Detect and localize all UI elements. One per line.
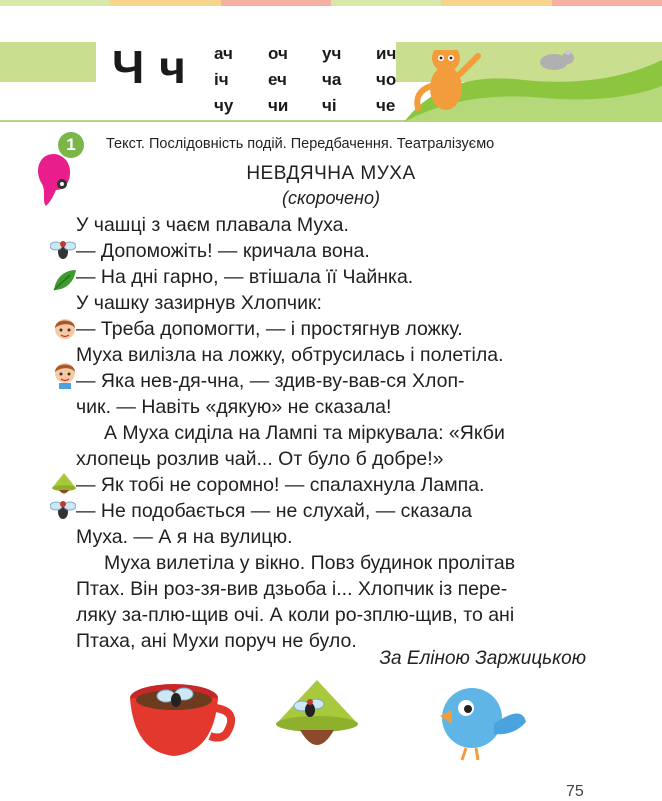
story-line: У чашці з чаєм плавала Муха. [76,214,349,236]
page-number: 75 [566,783,584,800]
story-line: хлопець розлив чай... От було б добре!» [76,448,444,470]
tea-cup-with-fly-illustration [124,676,240,762]
story-line: — На дні гарно, — втішала її Чайнка. [76,266,414,288]
syllable: чи [268,96,289,115]
lamp-with-fly-illustration [272,676,362,762]
story-line: — Як тобі не соромно! — спалахнула Лампа. [76,474,485,496]
tea-leaf-icon [50,266,78,294]
fly-icon [50,498,76,522]
story-line: Муха вилізла на ложку, обтрусилась і полетіла. [76,344,504,366]
syllable: іч [214,70,229,89]
story-line: Муха вилетіла у вікно. Повз будинок пролітав [104,552,516,574]
syllable: еч [268,70,287,89]
story-line: А Муха сиділа на Лампі та міркувала: «Якби [104,422,505,444]
syllable: оч [268,44,288,63]
cat-on-hill-illustration [404,50,662,122]
story-line: — Не подобається — не слухай, — сказала [76,500,472,522]
boy-icon [52,316,78,344]
top-color-stripe [0,0,662,6]
syllable: чо [376,70,397,89]
syllable: ич [376,44,397,63]
story-line: У чашку зазирнув Хлопчик: [76,292,322,314]
syllable: ча [322,70,342,89]
syllable: че [376,96,396,115]
story-author: За Еліною Заржицькою [379,648,586,669]
header-letters: Ч ч [112,41,187,93]
story-line: — Яка нев-дя-чна, — здив-ву-вав-ся Хлоп- [76,370,465,392]
syllable-grid [214,42,430,118]
syllable: чу [214,96,234,115]
boy-icon [52,360,78,390]
story-line: ляку за-плю-щив очі. А коли ро-зплю-щив, то ані [76,604,515,626]
syllable: уч [322,44,342,63]
story-line: — Треба допомогти, — і простягнув ложку. [76,318,463,340]
story-title: НЕВДЯЧНА МУХА [246,163,416,184]
task-title: Текст. Послідовність подій. Передбачення. Театралізуємо [106,136,495,152]
story-line: Птах. Він роз-зя-вив дзьоба і... Хлопчик із пере- [76,578,508,600]
story-line: чик. — Навіть «дякую» не сказала! [76,396,392,418]
story-line: — Допоможіть! — кричала вона. [76,240,370,262]
bird-illustration [430,674,530,764]
syllable: чі [322,96,337,115]
fly-icon [50,238,76,262]
story-subtitle: (скорочено) [282,188,380,208]
story-line: Птаха, ані Мухи поруч не було. [76,630,357,652]
story-line: Муха. — А я на вулицю. [76,526,293,548]
syllable: ач [214,44,233,63]
lamp-icon [50,470,78,498]
task-number-badge: 1 [58,132,84,158]
